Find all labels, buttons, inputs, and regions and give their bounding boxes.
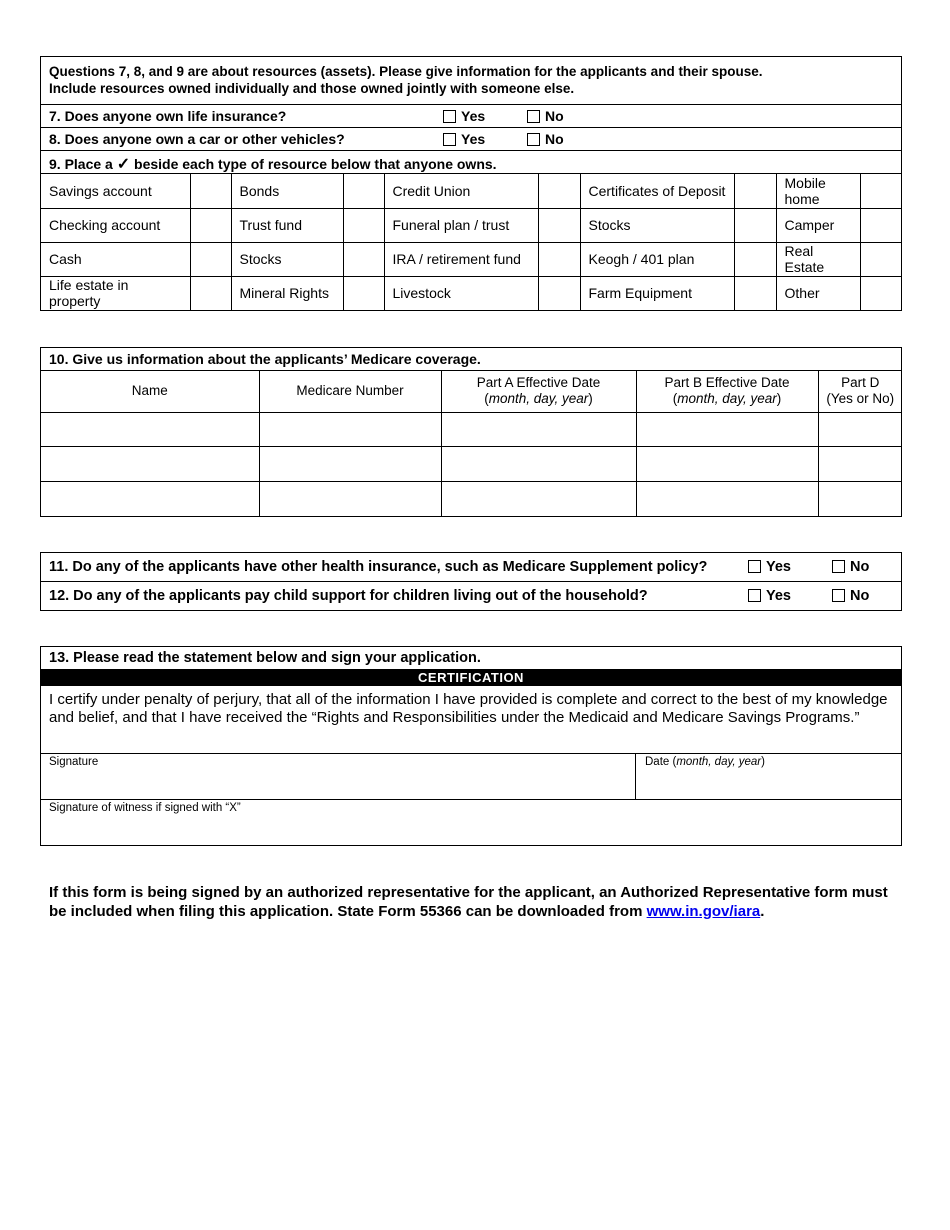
checkmark-icon: ✓ xyxy=(116,156,131,173)
witness-signature-field[interactable] xyxy=(41,800,901,845)
resource-label: Bonds xyxy=(231,174,343,208)
medicare-number-field[interactable] xyxy=(259,481,441,516)
question-11-yes[interactable] xyxy=(748,559,791,575)
col-part-d-header xyxy=(818,371,902,412)
resource-label: Checking account xyxy=(41,208,190,242)
no-label: No xyxy=(850,587,870,604)
question-8-text: 8. Does anyone own a car or other vehicles? xyxy=(49,131,345,147)
resource-check-cell[interactable] xyxy=(734,208,776,242)
question-12-row xyxy=(41,582,901,611)
signature-label: Signature xyxy=(49,756,99,768)
medicare-entry-row xyxy=(41,447,902,482)
resource-check-cell[interactable] xyxy=(860,276,901,310)
question-11-no[interactable] xyxy=(832,559,869,575)
no-label: No xyxy=(545,131,564,147)
paren: ( xyxy=(672,391,678,407)
resource-label: Certificates of Deposit xyxy=(580,174,734,208)
paren: ) xyxy=(588,391,593,407)
date-format: month, day, year xyxy=(488,391,589,407)
authorized-representative-note xyxy=(49,884,909,921)
resource-check-cell[interactable] xyxy=(734,276,776,310)
resource-label: Real Estate xyxy=(776,242,860,276)
resource-check-cell[interactable] xyxy=(538,208,580,242)
checkbox-icon[interactable] xyxy=(748,589,761,602)
checkbox-icon[interactable] xyxy=(527,133,540,146)
question-9-suffix: beside each type of resource below that anyone owns. xyxy=(134,156,497,172)
part-a-date-field[interactable] xyxy=(441,447,636,482)
part-a-date-field[interactable] xyxy=(441,412,636,447)
resource-check-cell[interactable] xyxy=(343,208,384,242)
question-11-text: 11. Do any of the applicants have other health insurance, such as Medicare Supplement policy? xyxy=(49,559,708,575)
date-field[interactable] xyxy=(637,754,901,803)
resource-row xyxy=(41,208,901,242)
date-format: month, day, year xyxy=(677,391,777,407)
part-a-date-field[interactable] xyxy=(441,481,636,516)
certification-banner: CERTIFICATION xyxy=(41,669,901,686)
certification-statement: I certify under penalty of perjury, that all of the information I have provided is complete and correct to the best of my knowledge and belief, and that I have received the “Rights and Responsibilities under the Medicaid and Medicare Savings Programs.” xyxy=(41,686,901,754)
resource-check-cell[interactable] xyxy=(343,242,384,276)
col-part-a-format xyxy=(443,391,635,407)
resource-label: Livestock xyxy=(384,276,538,310)
checkbox-icon[interactable] xyxy=(832,560,845,573)
question-9-row xyxy=(41,151,901,174)
medicare-entry-row xyxy=(41,481,902,516)
resource-check-cell[interactable] xyxy=(538,174,580,208)
medicare-entry-row xyxy=(41,412,902,447)
col-number-label: Medicare Number xyxy=(296,383,404,399)
col-part-b-label: Part B Effective Date xyxy=(664,375,790,391)
resource-row xyxy=(41,174,901,208)
assets-section xyxy=(40,56,902,311)
certification-title: 13. Please read the statement below and sign your application. xyxy=(49,650,481,666)
resource-label: Keogh / 401 plan xyxy=(580,242,734,276)
yes-label: Yes xyxy=(766,587,791,604)
resource-row xyxy=(41,242,901,276)
resource-check-cell[interactable] xyxy=(538,276,580,310)
part-d-field[interactable] xyxy=(818,447,902,482)
col-part-b-format xyxy=(638,391,817,407)
yes-label: Yes xyxy=(766,559,791,575)
resource-check-cell[interactable] xyxy=(190,242,231,276)
checkbox-icon[interactable] xyxy=(527,110,540,123)
part-b-date-field[interactable] xyxy=(636,447,818,482)
col-name-label: Name xyxy=(131,383,168,399)
part-d-field[interactable] xyxy=(818,481,902,516)
question-8-no[interactable] xyxy=(527,131,564,147)
resource-check-cell[interactable] xyxy=(190,174,231,208)
checkbox-icon[interactable] xyxy=(443,133,456,146)
assets-intro-line2: Include resources owned individually and those owned jointly with someone else. xyxy=(49,80,575,96)
col-part-b-header xyxy=(636,371,818,412)
col-part-d-label: Part D xyxy=(841,375,880,391)
date-label-suffix: ) xyxy=(761,756,765,768)
question-7-row xyxy=(41,105,901,128)
name-field[interactable] xyxy=(41,481,259,516)
paren: ( xyxy=(484,391,489,407)
resource-check-cell[interactable] xyxy=(190,208,231,242)
medicare-section xyxy=(40,347,902,517)
part-b-date-field[interactable] xyxy=(636,481,818,516)
resource-label: Cash xyxy=(41,242,190,276)
medicare-title: 10. Give us information about the applicants’ Medicare coverage. xyxy=(41,348,901,371)
assets-intro xyxy=(41,57,901,105)
col-part-a-header xyxy=(441,371,636,412)
question-7-no[interactable] xyxy=(527,108,564,124)
medicare-table xyxy=(41,371,901,516)
resource-check-cell[interactable] xyxy=(190,276,231,310)
resource-label: Other xyxy=(776,276,860,310)
medicare-number-field[interactable] xyxy=(259,447,441,482)
resource-check-cell[interactable] xyxy=(538,242,580,276)
resource-label: Trust fund xyxy=(231,208,343,242)
question-12-text: 12. Do any of the applicants pay child support for children living out of the household? xyxy=(49,587,648,604)
name-field[interactable] xyxy=(41,447,259,482)
question-9-prefix: 9. Place a xyxy=(49,156,113,172)
no-label: No xyxy=(545,108,564,124)
question-8-yes[interactable] xyxy=(443,131,485,147)
question-11-row xyxy=(41,553,901,582)
part-d-field[interactable] xyxy=(818,412,902,447)
certification-section xyxy=(40,646,902,846)
resource-label: Stocks xyxy=(231,242,343,276)
resource-grid xyxy=(41,174,901,310)
footer-period: . xyxy=(760,902,765,920)
health-section xyxy=(40,552,902,611)
resource-label: Camper xyxy=(776,208,860,242)
resource-check-cell[interactable] xyxy=(343,174,384,208)
medicare-number-field[interactable] xyxy=(259,412,441,447)
question-7-yes[interactable] xyxy=(443,108,485,124)
resource-check-cell[interactable] xyxy=(343,276,384,310)
signature-field[interactable] xyxy=(41,754,636,799)
resource-label: Mineral Rights xyxy=(231,276,343,310)
resource-label: Life estate in property xyxy=(41,276,190,310)
resource-check-cell[interactable] xyxy=(734,242,776,276)
col-name-header xyxy=(41,371,259,412)
date-label-prefix: Date ( xyxy=(645,756,677,768)
no-label: No xyxy=(850,559,870,575)
resource-label: Savings account xyxy=(41,174,190,208)
iara-link[interactable]: www.in.gov/iara xyxy=(646,902,761,920)
col-part-d-sublabel: (Yes or No) xyxy=(826,391,895,407)
checkbox-icon[interactable] xyxy=(748,560,761,573)
resource-check-cell[interactable] xyxy=(860,242,901,276)
resource-row xyxy=(41,276,901,310)
resource-check-cell[interactable] xyxy=(734,174,776,208)
question-7-text: 7. Does anyone own life insurance? xyxy=(49,108,287,124)
footer-text: If this form is being signed by an authorized representative for the applicant, an Authorized Representative form must be included when filing this application. State Form 55366 can be downloaded from xyxy=(49,884,888,920)
name-field[interactable] xyxy=(41,412,259,447)
resource-label: IRA / retirement fund xyxy=(384,242,538,276)
part-b-date-field[interactable] xyxy=(636,412,818,447)
checkbox-icon[interactable] xyxy=(443,110,456,123)
question-12-yes[interactable] xyxy=(748,588,791,604)
date-label-format: month, day, year xyxy=(676,756,762,768)
resource-label: Farm Equipment xyxy=(580,276,734,310)
assets-intro-line1: Questions 7, 8, and 9 are about resources (assets). Please give information for the applicants and their spouse. xyxy=(49,64,763,79)
col-part-a-label: Part A Effective Date xyxy=(476,375,601,391)
question-12-no[interactable] xyxy=(832,588,869,604)
resource-label: Funeral plan / trust xyxy=(384,208,538,242)
paren: ) xyxy=(776,391,782,407)
checkbox-icon[interactable] xyxy=(832,589,845,602)
witness-label: Signature of witness if signed with “X” xyxy=(49,802,241,814)
resource-check-cell[interactable] xyxy=(860,208,901,242)
question-8-row xyxy=(41,128,901,151)
resource-label: Stocks xyxy=(580,208,734,242)
col-number-header xyxy=(259,371,441,412)
signature-row xyxy=(41,754,901,800)
yes-label: Yes xyxy=(461,108,486,124)
resource-label: Mobile home xyxy=(776,174,860,208)
resource-check-cell[interactable] xyxy=(860,174,901,208)
yes-label: Yes xyxy=(461,131,486,147)
resource-label: Credit Union xyxy=(384,174,538,208)
